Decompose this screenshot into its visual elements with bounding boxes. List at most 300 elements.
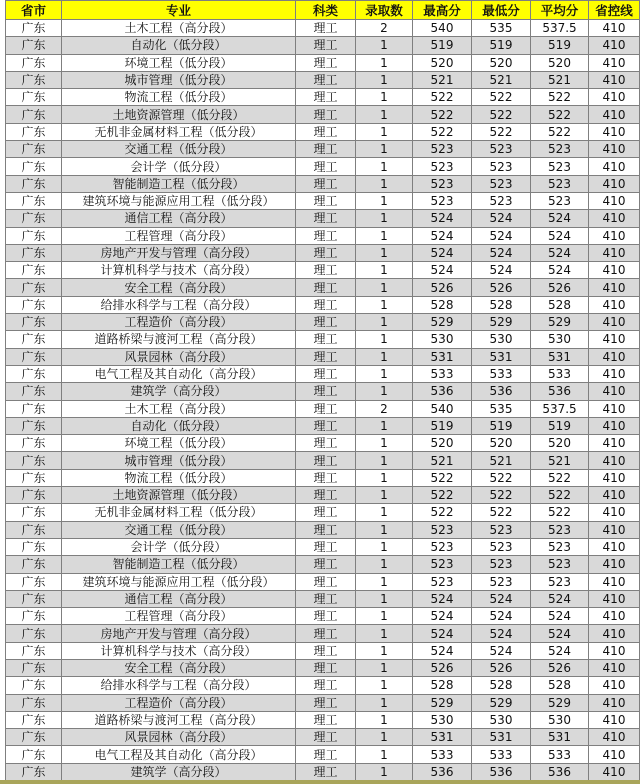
cell-avg-score: 522: [531, 106, 589, 123]
cell-min-score: 519: [472, 37, 531, 54]
cell-major: 自动化（低分段）: [62, 37, 296, 54]
table-row: [6, 711, 640, 728]
cell-province: 广东: [6, 244, 62, 261]
cell-province: 广东: [6, 383, 62, 400]
cell-avg-score: 523: [531, 573, 589, 590]
cell-control-line: 410: [589, 417, 640, 434]
cell-category: 理工: [296, 556, 356, 573]
cell-max-score: 524: [413, 608, 472, 625]
cell-control-line: 410: [589, 296, 640, 313]
cell-min-score: 533: [472, 746, 531, 763]
cell-province: 广东: [6, 279, 62, 296]
cell-province: 广东: [6, 400, 62, 417]
cell-min-score: 524: [472, 262, 531, 279]
cell-province: 广东: [6, 141, 62, 158]
cell-admitted-count: 2: [356, 20, 413, 37]
cell-control-line: 410: [589, 227, 640, 244]
cell-major: 土木工程（高分段）: [62, 400, 296, 417]
cell-control-line: 410: [589, 210, 640, 227]
cell-avg-score: 523: [531, 158, 589, 175]
cell-category: 理工: [296, 538, 356, 555]
table-row: [6, 590, 640, 607]
table-row: [6, 175, 640, 192]
table-row: [6, 677, 640, 694]
cell-admitted-count: 1: [356, 521, 413, 538]
cell-category: 理工: [296, 89, 356, 106]
cell-control-line: 410: [589, 141, 640, 158]
cell-category: 理工: [296, 227, 356, 244]
cell-province: 广东: [6, 365, 62, 382]
cell-admitted-count: 1: [356, 365, 413, 382]
cell-avg-score: 523: [531, 538, 589, 555]
cell-admitted-count: 1: [356, 210, 413, 227]
cell-control-line: 410: [589, 158, 640, 175]
cell-control-line: 410: [589, 469, 640, 486]
cell-province: 广东: [6, 763, 62, 780]
cell-major: 物流工程（低分段）: [62, 469, 296, 486]
cell-min-score: 535: [472, 20, 531, 37]
cell-min-score: 524: [472, 590, 531, 607]
cell-province: 广东: [6, 89, 62, 106]
table-row: [6, 227, 640, 244]
table-row: [6, 659, 640, 676]
cell-admitted-count: 2: [356, 400, 413, 417]
cell-category: 理工: [296, 37, 356, 54]
cell-admitted-count: 1: [356, 279, 413, 296]
cell-province: 广东: [6, 435, 62, 452]
cell-min-score: 526: [472, 659, 531, 676]
cell-avg-score: 536: [531, 383, 589, 400]
cell-avg-score: 536: [531, 763, 589, 780]
cell-avg-score: 531: [531, 348, 589, 365]
cell-max-score: 524: [413, 227, 472, 244]
table-row: [6, 521, 640, 538]
table-row: [6, 383, 640, 400]
cell-category: 理工: [296, 590, 356, 607]
cell-min-score: 536: [472, 383, 531, 400]
cell-province: 广东: [6, 20, 62, 37]
cell-major: 房地产开发与管理（高分段）: [62, 244, 296, 261]
cell-category: 理工: [296, 625, 356, 642]
cell-avg-score: 537.5: [531, 400, 589, 417]
cell-avg-score: 522: [531, 123, 589, 140]
table-row: [6, 452, 640, 469]
cell-min-score: 521: [472, 71, 531, 88]
cell-min-score: 536: [472, 763, 531, 780]
cell-min-score: 519: [472, 417, 531, 434]
cell-category: 理工: [296, 435, 356, 452]
cell-category: 理工: [296, 746, 356, 763]
cell-control-line: 410: [589, 452, 640, 469]
header-province: 省市: [6, 1, 62, 20]
cell-category: 理工: [296, 677, 356, 694]
cell-control-line: 410: [589, 694, 640, 711]
cell-max-score: 536: [413, 383, 472, 400]
cell-control-line: 410: [589, 711, 640, 728]
cell-province: 广东: [6, 123, 62, 140]
cell-major: 工程造价（高分段）: [62, 694, 296, 711]
cell-admitted-count: 1: [356, 106, 413, 123]
cell-admitted-count: 1: [356, 729, 413, 746]
table-row: [6, 729, 640, 746]
cell-max-score: 524: [413, 262, 472, 279]
cell-category: 理工: [296, 314, 356, 331]
cell-min-score: 523: [472, 538, 531, 555]
cell-avg-score: 526: [531, 659, 589, 676]
cell-min-score: 528: [472, 296, 531, 313]
cell-min-score: 524: [472, 210, 531, 227]
cell-min-score: 523: [472, 192, 531, 209]
cell-min-score: 528: [472, 677, 531, 694]
cell-avg-score: 520: [531, 435, 589, 452]
cell-min-score: 524: [472, 244, 531, 261]
cell-max-score: 523: [413, 556, 472, 573]
cell-max-score: 522: [413, 106, 472, 123]
cell-major: 风景园林（高分段）: [62, 348, 296, 365]
cell-min-score: 523: [472, 521, 531, 538]
cell-min-score: 523: [472, 556, 531, 573]
cell-control-line: 410: [589, 106, 640, 123]
cell-province: 广东: [6, 158, 62, 175]
cell-category: 理工: [296, 452, 356, 469]
cell-max-score: 519: [413, 417, 472, 434]
header-category: 科类: [296, 1, 356, 20]
bottom-border: [0, 780, 640, 784]
cell-major: 智能制造工程（低分段）: [62, 175, 296, 192]
cell-major: 无机非金属材料工程（低分段）: [62, 504, 296, 521]
cell-admitted-count: 1: [356, 625, 413, 642]
cell-category: 理工: [296, 54, 356, 71]
cell-province: 广东: [6, 573, 62, 590]
cell-category: 理工: [296, 244, 356, 261]
admission-scores-table: [5, 0, 640, 781]
cell-max-score: 523: [413, 141, 472, 158]
cell-control-line: 410: [589, 642, 640, 659]
table-row: [6, 331, 640, 348]
cell-max-score: 523: [413, 538, 472, 555]
cell-major: 城市管理（低分段）: [62, 71, 296, 88]
cell-min-score: 522: [472, 89, 531, 106]
cell-admitted-count: 1: [356, 296, 413, 313]
cell-avg-score: 522: [531, 487, 589, 504]
cell-max-score: 530: [413, 711, 472, 728]
cell-major: 安全工程（高分段）: [62, 659, 296, 676]
table-row: [6, 296, 640, 313]
cell-admitted-count: 1: [356, 573, 413, 590]
cell-control-line: 410: [589, 279, 640, 296]
cell-avg-score: 521: [531, 71, 589, 88]
table-row: [6, 469, 640, 486]
cell-avg-score: 530: [531, 331, 589, 348]
cell-avg-score: 519: [531, 37, 589, 54]
cell-category: 理工: [296, 487, 356, 504]
cell-category: 理工: [296, 296, 356, 313]
cell-major: 城市管理（低分段）: [62, 452, 296, 469]
cell-max-score: 530: [413, 331, 472, 348]
cell-admitted-count: 1: [356, 348, 413, 365]
cell-control-line: 410: [589, 365, 640, 382]
cell-major: 通信工程（高分段）: [62, 590, 296, 607]
cell-province: 广东: [6, 659, 62, 676]
cell-major: 通信工程（高分段）: [62, 210, 296, 227]
cell-admitted-count: 1: [356, 383, 413, 400]
cell-province: 广东: [6, 37, 62, 54]
cell-admitted-count: 1: [356, 469, 413, 486]
cell-min-score: 524: [472, 227, 531, 244]
cell-major: 房地产开发与管理（高分段）: [62, 625, 296, 642]
cell-province: 广东: [6, 487, 62, 504]
cell-avg-score: 522: [531, 89, 589, 106]
cell-min-score: 524: [472, 642, 531, 659]
cell-control-line: 410: [589, 556, 640, 573]
header-row: [6, 1, 640, 20]
cell-max-score: 536: [413, 763, 472, 780]
table-row: [6, 746, 640, 763]
cell-min-score: 523: [472, 141, 531, 158]
table-row: [6, 504, 640, 521]
cell-max-score: 526: [413, 659, 472, 676]
cell-control-line: 410: [589, 314, 640, 331]
table-row: [6, 417, 640, 434]
cell-category: 理工: [296, 123, 356, 140]
cell-admitted-count: 1: [356, 694, 413, 711]
table-row: [6, 71, 640, 88]
cell-category: 理工: [296, 331, 356, 348]
cell-control-line: 410: [589, 608, 640, 625]
cell-category: 理工: [296, 262, 356, 279]
table-row: [6, 487, 640, 504]
cell-avg-score: 524: [531, 244, 589, 261]
cell-admitted-count: 1: [356, 314, 413, 331]
cell-province: 广东: [6, 538, 62, 555]
cell-avg-score: 530: [531, 711, 589, 728]
cell-min-score: 523: [472, 573, 531, 590]
table-row: [6, 54, 640, 71]
cell-major: 环境工程（低分段）: [62, 435, 296, 452]
cell-admitted-count: 1: [356, 487, 413, 504]
cell-max-score: 529: [413, 694, 472, 711]
cell-admitted-count: 1: [356, 54, 413, 71]
cell-province: 广东: [6, 175, 62, 192]
cell-province: 广东: [6, 452, 62, 469]
cell-category: 理工: [296, 573, 356, 590]
cell-control-line: 410: [589, 262, 640, 279]
cell-admitted-count: 1: [356, 192, 413, 209]
cell-control-line: 410: [589, 383, 640, 400]
cell-admitted-count: 1: [356, 262, 413, 279]
cell-major: 电气工程及其自动化（高分段）: [62, 365, 296, 382]
table-row: [6, 89, 640, 106]
cell-major: 给排水科学与工程（高分段）: [62, 677, 296, 694]
cell-major: 给排水科学与工程（高分段）: [62, 296, 296, 313]
cell-max-score: 529: [413, 314, 472, 331]
cell-min-score: 531: [472, 348, 531, 365]
cell-major: 物流工程（低分段）: [62, 89, 296, 106]
cell-min-score: 522: [472, 487, 531, 504]
cell-admitted-count: 1: [356, 123, 413, 140]
cell-min-score: 524: [472, 625, 531, 642]
cell-control-line: 410: [589, 590, 640, 607]
cell-admitted-count: 1: [356, 141, 413, 158]
cell-min-score: 521: [472, 452, 531, 469]
cell-province: 广东: [6, 71, 62, 88]
cell-control-line: 410: [589, 71, 640, 88]
cell-min-score: 526: [472, 279, 531, 296]
cell-major: 道路桥梁与渡河工程（高分段）: [62, 711, 296, 728]
cell-min-score: 529: [472, 694, 531, 711]
cell-admitted-count: 1: [356, 659, 413, 676]
cell-max-score: 521: [413, 71, 472, 88]
cell-min-score: 530: [472, 331, 531, 348]
cell-major: 风景园林（高分段）: [62, 729, 296, 746]
cell-province: 广东: [6, 348, 62, 365]
cell-admitted-count: 1: [356, 746, 413, 763]
cell-category: 理工: [296, 729, 356, 746]
cell-category: 理工: [296, 521, 356, 538]
cell-max-score: 528: [413, 677, 472, 694]
cell-min-score: 522: [472, 106, 531, 123]
cell-max-score: 524: [413, 244, 472, 261]
cell-max-score: 531: [413, 729, 472, 746]
cell-province: 广东: [6, 677, 62, 694]
cell-control-line: 410: [589, 400, 640, 417]
cell-min-score: 520: [472, 54, 531, 71]
cell-avg-score: 523: [531, 141, 589, 158]
cell-province: 广东: [6, 469, 62, 486]
table-row: [6, 694, 640, 711]
cell-province: 广东: [6, 314, 62, 331]
cell-avg-score: 524: [531, 210, 589, 227]
cell-min-score: 522: [472, 123, 531, 140]
cell-max-score: 531: [413, 348, 472, 365]
cell-control-line: 410: [589, 659, 640, 676]
cell-province: 广东: [6, 210, 62, 227]
cell-control-line: 410: [589, 37, 640, 54]
cell-max-score: 523: [413, 521, 472, 538]
header-min-score: 最低分: [472, 1, 531, 20]
cell-control-line: 410: [589, 20, 640, 37]
cell-category: 理工: [296, 711, 356, 728]
cell-max-score: 523: [413, 573, 472, 590]
table-row: [6, 573, 640, 590]
cell-avg-score: 522: [531, 504, 589, 521]
header-avg-score: 平均分: [531, 1, 589, 20]
table-row: [6, 123, 640, 140]
cell-control-line: 410: [589, 331, 640, 348]
header-max-score: 最高分: [413, 1, 472, 20]
cell-province: 广东: [6, 521, 62, 538]
cell-control-line: 410: [589, 435, 640, 452]
table-row: [6, 365, 640, 382]
cell-province: 广东: [6, 746, 62, 763]
cell-major: 会计学（低分段）: [62, 538, 296, 555]
cell-max-score: 528: [413, 296, 472, 313]
cell-min-score: 533: [472, 365, 531, 382]
cell-max-score: 524: [413, 590, 472, 607]
cell-category: 理工: [296, 365, 356, 382]
cell-avg-score: 524: [531, 608, 589, 625]
cell-category: 理工: [296, 141, 356, 158]
cell-major: 工程管理（高分段）: [62, 227, 296, 244]
cell-major: 计算机科学与技术（高分段）: [62, 262, 296, 279]
cell-avg-score: 523: [531, 556, 589, 573]
cell-control-line: 410: [589, 746, 640, 763]
cell-admitted-count: 1: [356, 452, 413, 469]
cell-admitted-count: 1: [356, 435, 413, 452]
cell-major: 建筑环境与能源应用工程（低分段）: [62, 192, 296, 209]
cell-admitted-count: 1: [356, 590, 413, 607]
cell-admitted-count: 1: [356, 608, 413, 625]
cell-max-score: 522: [413, 469, 472, 486]
cell-min-score: 524: [472, 608, 531, 625]
cell-category: 理工: [296, 175, 356, 192]
cell-max-score: 524: [413, 625, 472, 642]
cell-control-line: 410: [589, 729, 640, 746]
cell-category: 理工: [296, 279, 356, 296]
cell-province: 广东: [6, 556, 62, 573]
cell-admitted-count: 1: [356, 556, 413, 573]
cell-control-line: 410: [589, 192, 640, 209]
cell-avg-score: 519: [531, 417, 589, 434]
cell-avg-score: 524: [531, 590, 589, 607]
cell-province: 广东: [6, 608, 62, 625]
cell-category: 理工: [296, 71, 356, 88]
cell-avg-score: 522: [531, 469, 589, 486]
table-row: [6, 106, 640, 123]
table-row: [6, 348, 640, 365]
cell-major: 建筑环境与能源应用工程（低分段）: [62, 573, 296, 590]
cell-category: 理工: [296, 763, 356, 780]
cell-province: 广东: [6, 192, 62, 209]
cell-max-score: 521: [413, 452, 472, 469]
cell-max-score: 522: [413, 89, 472, 106]
table-row: [6, 400, 640, 417]
cell-admitted-count: 1: [356, 244, 413, 261]
cell-control-line: 410: [589, 89, 640, 106]
cell-avg-score: 533: [531, 746, 589, 763]
cell-control-line: 410: [589, 521, 640, 538]
cell-min-score: 520: [472, 435, 531, 452]
cell-major: 土地资源管理（低分段）: [62, 106, 296, 123]
cell-avg-score: 521: [531, 452, 589, 469]
table-row: [6, 37, 640, 54]
cell-min-score: 531: [472, 729, 531, 746]
cell-min-score: 523: [472, 175, 531, 192]
cell-control-line: 410: [589, 123, 640, 140]
cell-max-score: 520: [413, 54, 472, 71]
cell-category: 理工: [296, 158, 356, 175]
cell-avg-score: 523: [531, 521, 589, 538]
cell-admitted-count: 1: [356, 763, 413, 780]
cell-avg-score: 524: [531, 227, 589, 244]
cell-major: 土地资源管理（低分段）: [62, 487, 296, 504]
cell-avg-score: 528: [531, 677, 589, 694]
cell-max-score: 524: [413, 642, 472, 659]
cell-admitted-count: 1: [356, 175, 413, 192]
cell-admitted-count: 1: [356, 37, 413, 54]
cell-min-score: 535: [472, 400, 531, 417]
cell-major: 交通工程（低分段）: [62, 141, 296, 158]
cell-category: 理工: [296, 608, 356, 625]
cell-admitted-count: 1: [356, 89, 413, 106]
cell-major: 土木工程（高分段）: [62, 20, 296, 37]
cell-category: 理工: [296, 106, 356, 123]
cell-avg-score: 529: [531, 694, 589, 711]
cell-min-score: 529: [472, 314, 531, 331]
cell-avg-score: 520: [531, 54, 589, 71]
table-row: [6, 314, 640, 331]
cell-control-line: 410: [589, 487, 640, 504]
